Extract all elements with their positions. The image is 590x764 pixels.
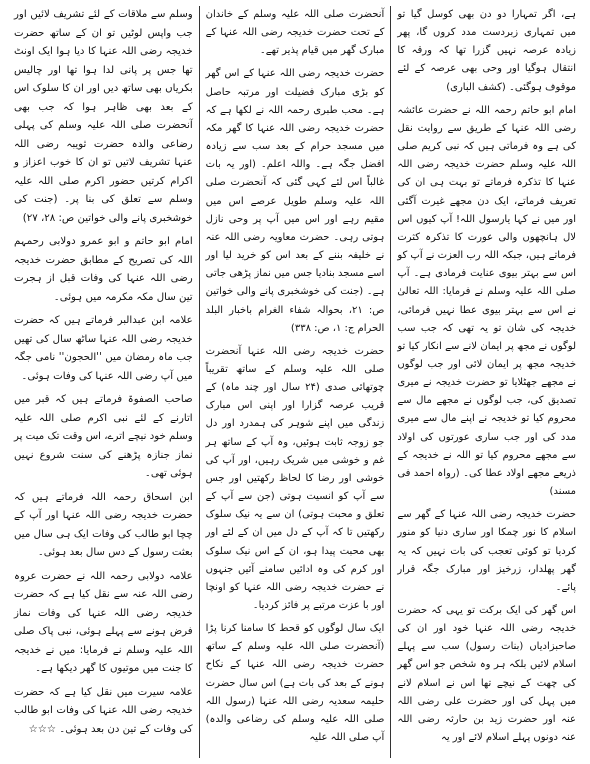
paragraph: صاحب الصفوۃ فرماتے ہیں کہ قبر میں اتارنے کے لئے نبی اکرم صلی اللہ علیہ وسلم خود نیچے اترے، اس وقت تک میت پر نماز جنازہ پڑھنے کی سنت شروع نہیں ہوئی تھی۔ xyxy=(13,394,193,479)
text-columns xyxy=(8,6,582,758)
paragraph: حضرت خدیجہ رضی اللہ عنہا آنحضرت صلی اللہ علیہ وسلم کے ساتھ تقریباً چوتھائی صدی (۲۴ سال اور چند ماہ) کے قریب عرصہ گزارا اور اپنی اس مبارک زندگی میں اپنے شوہر کی ہمدرد اور دل جو زوجہ ثابت ہوئیں، وہ آپ کے ساتھ ہر غم و خوشی میں شریک رہیں، اور آپ کی خوشی اور رضا کا لحاظ رکھتیں اور جس سے آپ کو انسیت ہوتی (جن سے آپ کے تعلق و محبت ہوتی) ان سے یہ نیک سلوک رکھتیں تا کہ آپ کے دل میں ان کے لئے اور بھی محبت پیدا ہو، ان کے اس نیک سلوک اور کرم کی وہ ادائیں سامنے آئیں جنہوں نے حضرت خدیجہ رضی اللہ عنہا کو اونچا اور با عزت مرتبے پر فائز کردیا۔ xyxy=(205,345,385,611)
paragraph: ابن اسحاق رحمہ اللہ فرماتے ہیں کہ حضرت خدیجہ رضی اللہ عنہا اور آپ کے چچا ابو طالب کی وفات ایک ہی سال میں بعثت رسول کے دس سال بعد ہوئی۔ xyxy=(13,491,193,558)
paragraph: آنحضرت صلی اللہ علیہ وسلم کے خاندان کے تحت حضرت خدیجہ رضی اللہ عنہا کے مبارک گھر میں قیام پذیر تھے۔ xyxy=(205,9,385,57)
paragraph: امام ابو حاتم رحمہ اللہ نے حضرت عائشہ رضی اللہ عنہا کے طریق سے روایت نقل کی ہے وہ فرماتی ہیں کہ نبی کریم صلی اللہ علیہ وسلم حضرت خدیجہ رضی اللہ عنہا کا تذکرہ فرماتے تو بہت ہی ان کی تعریف فرماتے، ایک دن مجھے غیرت آگئی اور میں نے کہا یارسول اللہ! آپ کیوں اس لال ہانچھوں والی عورت کا تذکرہ کثرت فرماتے ہیں، جبکہ اللہ رب العزت نے آپ کو اس سے بہتر بیوی عنایت فرمادی ہے۔ آپ صلی اللہ علیہ وسلم نے فرمایا: اللہ تعالیٰ نے اس سے بہتر بیوی عطا نہیں فرمائی، خدیجہ کی شان تو یہ تھی کہ جب سب لوگوں نے مجھ پر ایمان لانے سے انکار کیا تو خدیجہ مجھ پر ایمان لائی اور جب لوگوں نے مجھے جھٹلایا تو حضرت خدیجہ نے میری تصدیق کی، جب لوگوں نے مجھے مال سے محروم کیا تو خدیجہ نے اپنے مال سے میری مدد کی اور جب ساری عورتوں کی اولاد سے مجھے محروم کیا تو اللہ نے خدیجہ کے ذریعے مجھے اولاد عطا کی۔ (رواہ احمد فی مسند) xyxy=(397,104,576,498)
paragraph: حضرت خدیجہ رضی اللہ عنہا کے اس گھر کو بڑی مبارک فضیلت اور مرتبہ حاصل ہے۔ محب طبری رحمہ اللہ نے لکھا ہے کہ حضرت خدیجہ رضی اللہ عنہا کا گھر مکہ میں مسجد حرام کے بعد سب سے زیادہ افضل جگہ ہے۔ واللہ اعلم۔ (اور یہ بات غالباً اس لئے کہی گئی کہ آنحضرت صلی اللہ علیہ وسلم طویل عرصے اس میں مقیم رہے اور اس میں آپ پر وحی نازل ہوتی رہی۔ حضرت معاویہ رضی اللہ عنہ نے خلیفہ بننے کے بعد اس کو خرید لیا اور اسے مسجد بنادیا جس میں نماز پڑھی جاتی ہے۔ (جنت کی خوشخبری پانے والی خواتین ص: ۲۱، بحوالہ شفاء الغرام باخبار البلد الحرام ج: ۱، ص: ۳۳۸) xyxy=(205,68,385,334)
column-left xyxy=(8,6,199,758)
paragraph: حضرت خدیجہ رضی اللہ عنہا کے گھر سے اسلام کا نور چمکا اور ساری دنیا کو منور کردیا تو کوئی تعجب کی بات نہیں کہ یہ گھر پھلدار، زرخیز اور مبارک جگہ قرار پائے۔ xyxy=(397,509,576,593)
paragraph: اس گھر کی ایک برکت تو یہی کہ حضرت خدیجہ رضی اللہ عنہا خود اور ان کی صاحبزادیاں (بنات رسول) سب سے پہلے اسلام لائیں بلکہ ہر وہ شخص جو اس گھر کی چھت کے نیچے تھا اس نے اسلام لانے میں پہل کی اور حضرت علی رضی اللہ عنہ اور حضرت زید بن حارثہ رضی اللہ عنہ دونوں پہلے اسلام لائے اور یہ xyxy=(397,605,576,744)
paragraph: امام ابو حاتم و ابو عمرو دولابی رحمہم اللہ کی تصریح کے مطابق حضرت خدیجہ رضی اللہ عنہا کی وفات قبل از ہجرت تین سال مکہ مکرمہ میں ہوئی۔ xyxy=(13,236,193,303)
paragraph: ایک سال لوگوں کو قحط کا سامنا کرنا پڑا (آنحضرت صلی اللہ علیہ وسلم کے ساتھ حضرت خدیجہ رضی اللہ عنہا کے نکاح ہونے کے بعد کی بات ہے) اس سال حضرت حلیمہ سعدیہ رضی اللہ عنہا (رسول اللہ صلی اللہ علیہ وسلم کی رضاعی والدہ) آپ صلی اللہ علیہ xyxy=(205,623,385,744)
paragraph: ہے، اگر تمہارا دو دن بھی کوسل گیا تو میں تمہاری زبردست مدد کروں گا، پھر زیادہ عرصہ نہیں گزرا تھا کہ ورقہ کا انتقال ہوگیا اور وحی بھی عرصہ کے لئے موقوف ہوگئی۔ (کشف الباری) xyxy=(397,9,576,93)
paragraph: علامہ دولابی رحمہ اللہ نے حضرت عروہ رضی اللہ عنہ سے نقل کیا ہے کہ حضرت خدیجہ رضی اللہ عنہا کی وفات نماز فرض ہونے سے پہلے ہوئی، نبی پاک صلی اللہ علیہ وسلم نے فرمایا: میں نے خدیجہ کا جنت میں موتیوں کا گھر دیکھا ہے۔ xyxy=(13,570,193,674)
paragraph: علامہ سیرت میں نقل کیا ہے کہ حضرت خدیجہ رضی اللہ عنہا کی وفات ابو طالب کی وفات کے تین دن بعد ہوئی۔ ☆☆☆ xyxy=(13,686,193,735)
column-middle xyxy=(199,6,391,758)
column-right xyxy=(390,6,582,758)
paragraph: وسلم سے ملاقات کے لئے تشریف لائیں اور جب واپس لوٹیں تو ان کے ساتھ حضرت خدیجہ رضی اللہ عنہا کا دیا ہوا ایک اونٹ تھا جس پر پانی لدا ہوا تھا اور چالیس بکریاں بھی ساتھ دیں اور ان کا سلوک اس کے بعد بھی ظاہر ہوا کہ جب بھی آنحضرت صلی اللہ علیہ وسلم کی پہلی رضاعی والدہ حضرت ثویبہ رضی اللہ عنہا تشریف لاتیں تو ان کا خوب اعزاز و اکرام کرتیں حضور اکرم صلی اللہ علیہ وسلم سے تعلق کی بنا پر۔ (جنت کی خوشخبری پانے والی خواتین ص: ۲۸، ۲۷) xyxy=(13,9,193,224)
paragraph: علامہ ابن عبدالبر فرماتے ہیں کہ حضرت خدیجہ رضی اللہ عنہا ساٹھ سال کی تھیں جب ماہ رمضان میں ''الحجون'' نامی جگہ میں آپ رضی اللہ عنہا کی وفات ہوئی۔ xyxy=(13,315,193,382)
